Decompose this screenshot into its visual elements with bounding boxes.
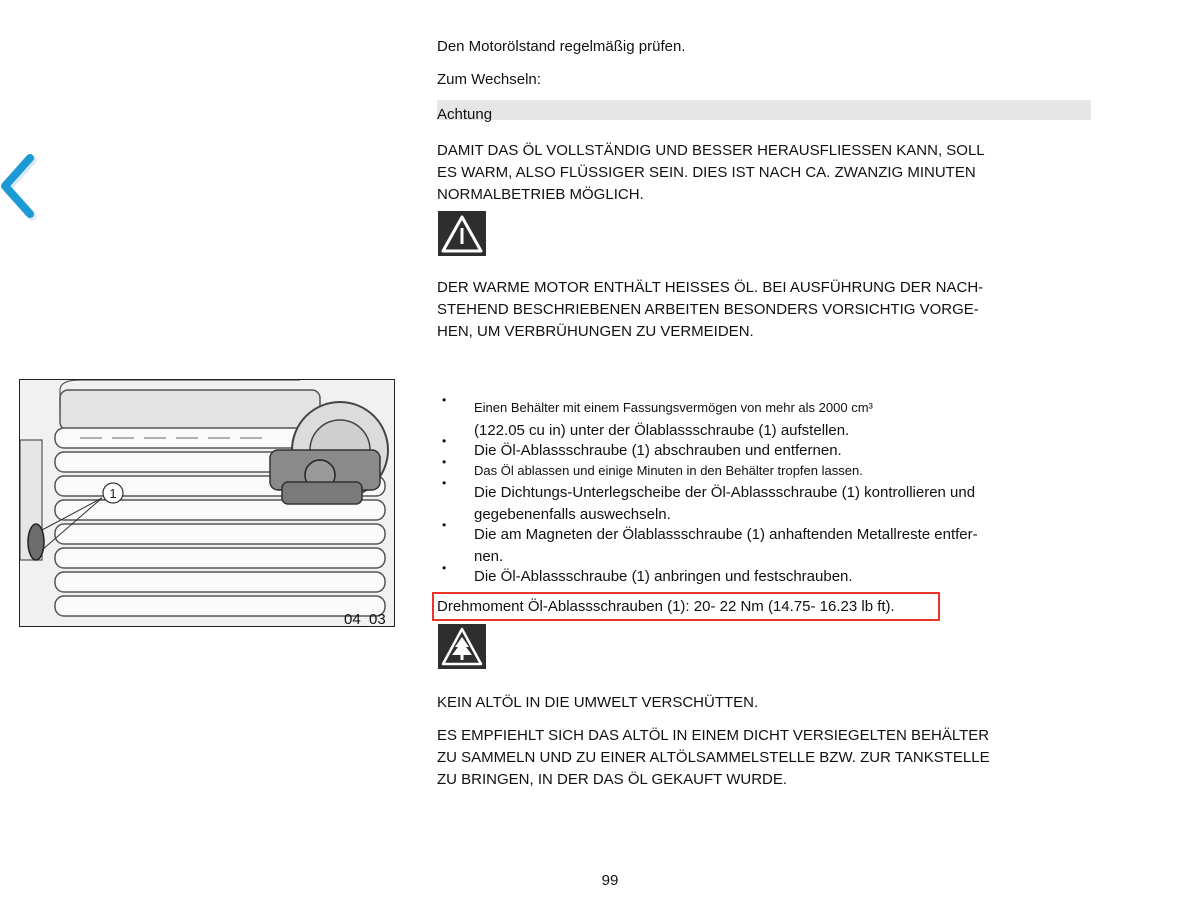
- intro-to-change: Zum Wechseln:: [437, 71, 541, 88]
- intro-check-oil: Den Motorölstand regelmäßig prüfen.: [437, 38, 686, 55]
- page-number: 99: [601, 872, 619, 889]
- danger-text: [437, 277, 1057, 343]
- bullet: •: [442, 393, 447, 407]
- figure-caption: 04_03: [344, 611, 386, 628]
- step-6: Die Öl-Ablassschraube (1) anbringen und festschrauben.: [474, 568, 853, 585]
- back-button[interactable]: [0, 152, 40, 222]
- caution-line: DAMIT DAS ÖL VOLLSTÄNDIG UND BESSER HERAUSFLIESSEN KANN, SOLL: [437, 142, 985, 159]
- step-2: Die Öl-Ablassschraube (1) abschrauben und entfernen.: [474, 442, 842, 459]
- bullet: •: [442, 518, 447, 532]
- step-4-line-2: gegebenenfalls auswechseln.: [474, 506, 671, 523]
- danger-line: STEHEND BESCHRIEBENEN ARBEITEN BESONDERS VORSICHTIG VORGE-: [437, 301, 979, 318]
- bullet: •: [442, 476, 447, 490]
- chevron-left-icon: [0, 152, 40, 222]
- step-1-line-1: Einen Behälter mit einem Fassungsvermögen von mehr als 2000 cm³: [474, 400, 873, 415]
- step-5-line-2: nen.: [474, 548, 504, 565]
- caution-line: ES WARM, ALSO FLÜSSIGER SEIN. DIES IST NACH CA. ZWANZIG MINUTEN: [437, 164, 976, 181]
- environment-tree-icon: [438, 624, 486, 669]
- environment-text: [437, 725, 1077, 791]
- bullet: •: [442, 455, 447, 469]
- environment-line-1: KEIN ALTÖL IN DIE UMWELT VERSCHÜTTEN.: [437, 694, 759, 711]
- torque-spec: Drehmoment Öl-Ablassschrauben (1): 20- 22 Nm (14.75- 16.23 lb ft).: [437, 598, 895, 615]
- bullet: •: [442, 434, 447, 448]
- caution-text: [437, 140, 1057, 206]
- step-1-line-2: (122.05 cu in) unter der Ölablassschraube (1) aufstellen.: [474, 422, 850, 439]
- engine-drain-plug-figure: [19, 379, 395, 627]
- caution-line: NORMALBETRIEB MÖGLICH.: [437, 186, 644, 203]
- warning-triangle-icon: [438, 211, 486, 256]
- figure-callout: 1: [109, 486, 117, 501]
- bullet: •: [442, 561, 447, 575]
- caution-label: Achtung: [437, 106, 493, 123]
- danger-line: DER WARME MOTOR ENTHÄLT HEISSES ÖL. BEI AUSFÜHRUNG DER NACH-: [437, 279, 984, 296]
- step-3: Das Öl ablassen und einige Minuten in den Behälter tropfen lassen.: [474, 463, 863, 478]
- step-5-line-1: Die am Magneten der Ölablassschraube (1) anhaftenden Metallreste entfer-: [474, 526, 978, 543]
- environment-line: ES EMPFIEHLT SICH DAS ALTÖL IN EINEM DICHT VERSIEGELTEN BEHÄLTER: [437, 727, 990, 744]
- environment-line: ZU BRINGEN, IN DER DAS ÖL GEKAUFT WURDE.: [437, 771, 788, 788]
- step-4-line-1: Die Dichtungs-Unterlegscheibe der Öl-Ablassschraube (1) kontrollieren und: [474, 484, 976, 501]
- danger-line: HEN, UM VERBRÜHUNGEN ZU VERMEIDEN.: [437, 323, 754, 340]
- environment-line: ZU SAMMELN UND ZU EINER ALTÖLSAMMELSTELLE BZW. ZUR TANKSTELLE: [437, 749, 990, 766]
- caution-header-bar: [437, 100, 1091, 120]
